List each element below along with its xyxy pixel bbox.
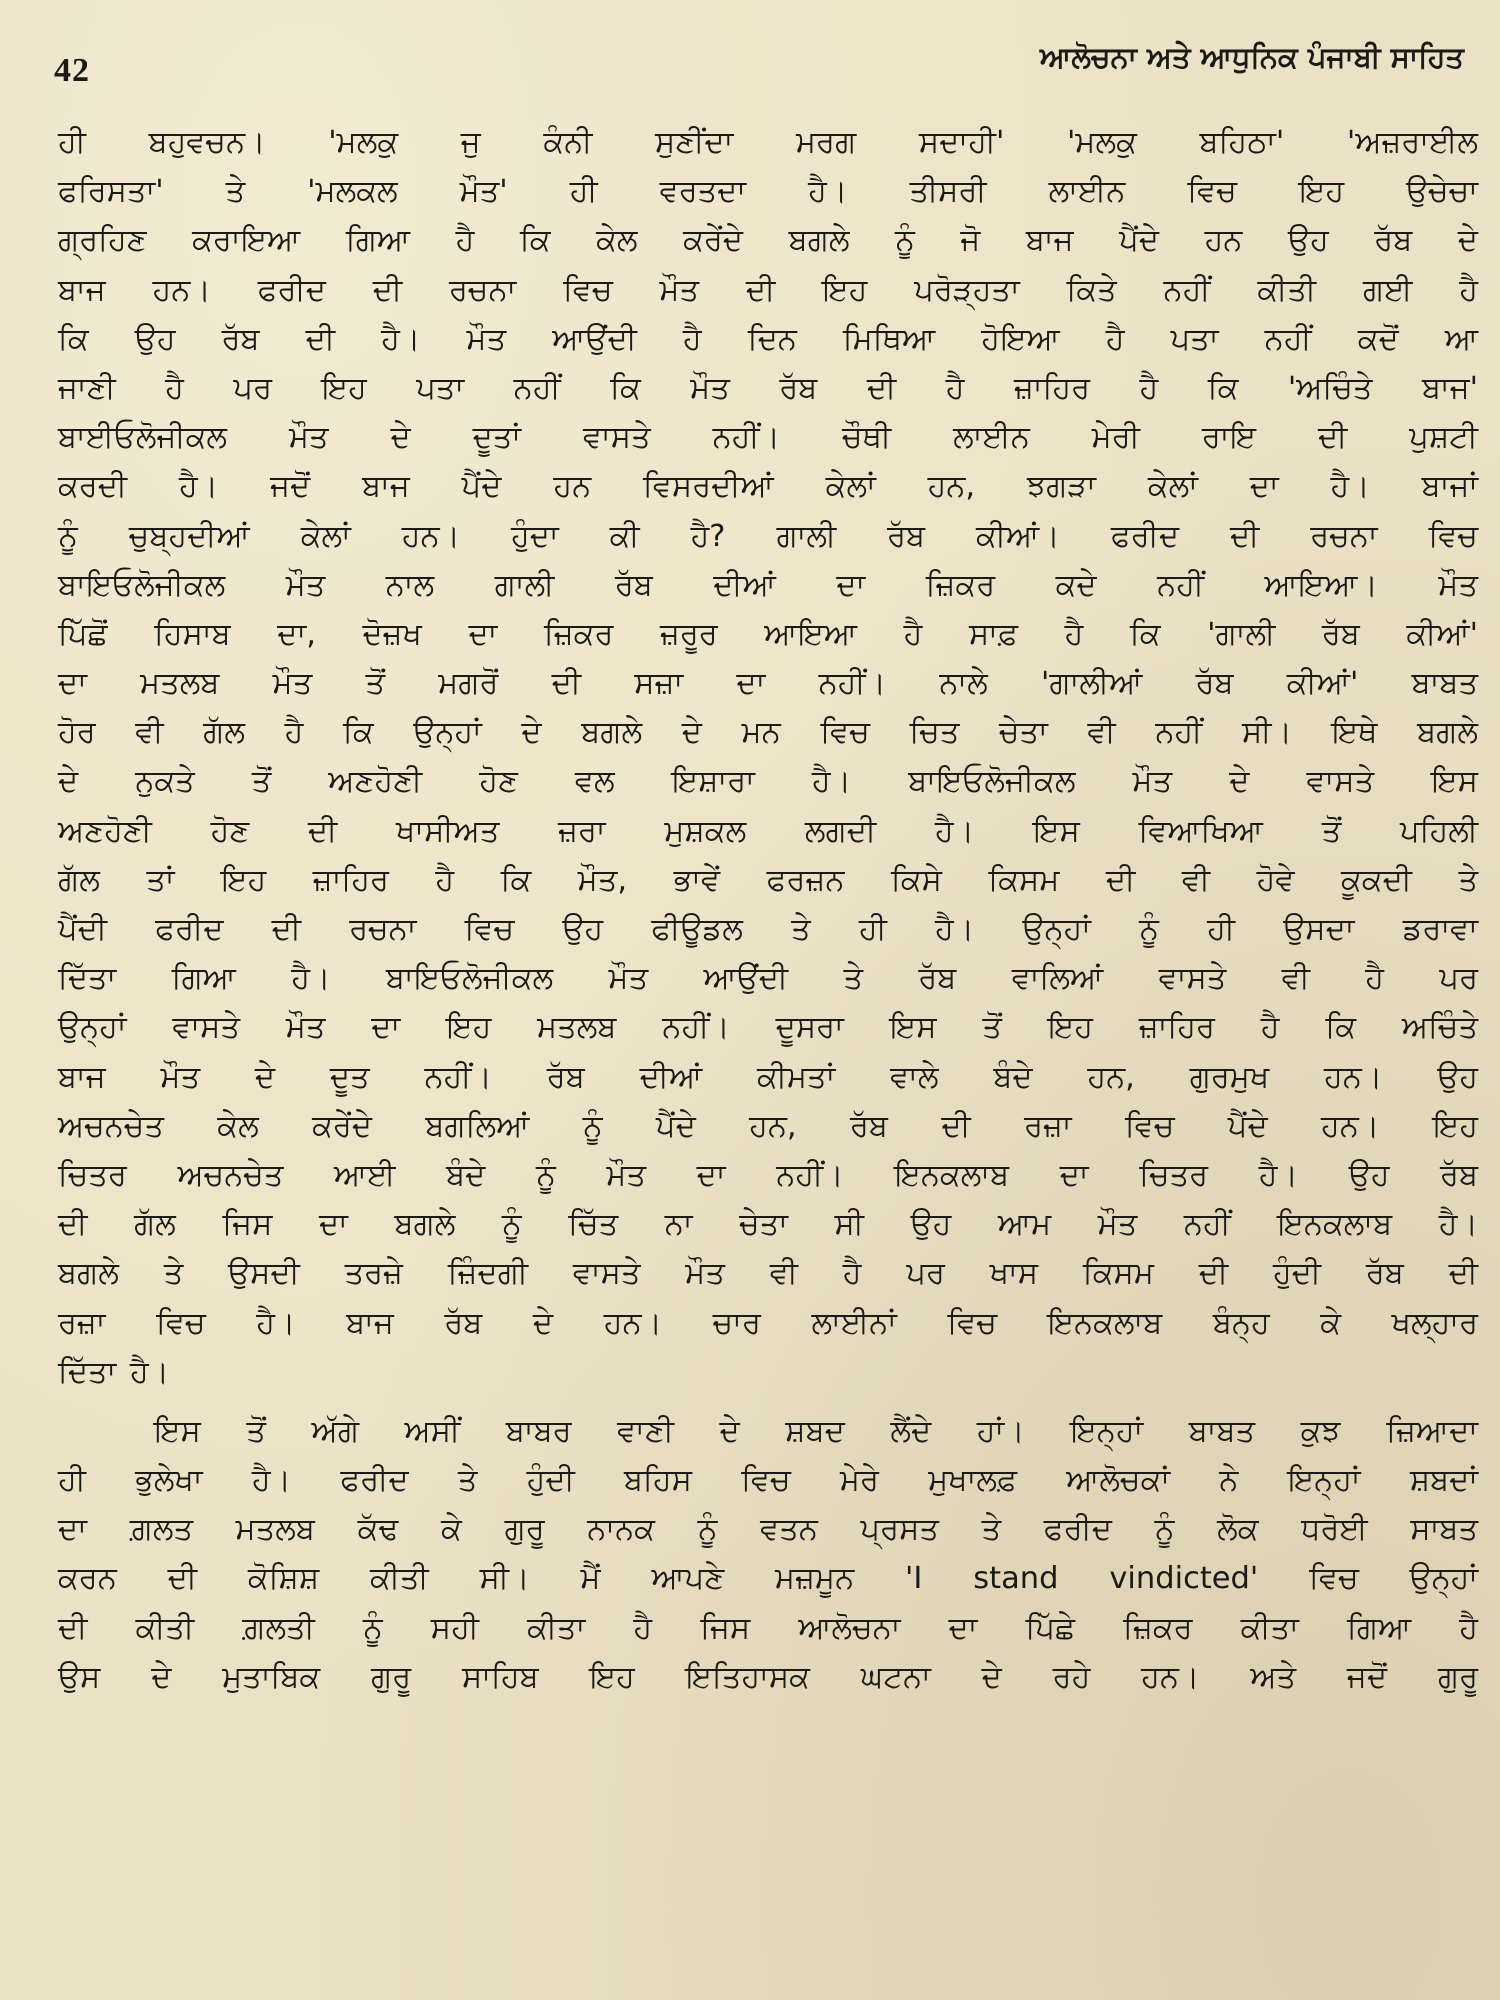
text-line: ਚਿਤਰ ਅਚਨਚੇਤ ਆਈ ਬੰਦੇ ਨੂੰ ਮੌਤ ਦਾ ਨਹੀਂ। ਇਨਕਲਾਬ ਦਾ ਚਿਤਰ ਹੈ। ਉਹ ਰੱਬ (58, 1157, 1478, 1193)
text-line: ਦਾ ਗ਼ਲਤ ਮਤਲਬ ਕੱਢ ਕੇ ਗੁਰੂ ਨਾਨਕ ਨੂੰ ਵਤਨ ਪ੍ਰਸਤ ਤੇ ਫਰੀਦ ਨੂੰ ਲੋਕ ਧਰੋਈ ਸਾਬਤ (58, 1512, 1478, 1548)
text-line: ਉਸ ਦੇ ਮੁਤਾਬਿਕ ਗੁਰੂ ਸਾਹਿਬ ਇਹ ਇਤਿਹਾਸਕ ਘਟਨਾ ਦੇ ਰਹੇ ਹਨ। ਅਤੇ ਜਦੋਂ ਗੁਰੂ (58, 1659, 1478, 1695)
text-line: ਗ੍ਰਹਿਣ ਕਰਾਇਆ ਗਿਆ ਹੈ ਕਿ ਕੇਲ ਕਰੇਂਦੇ ਬਗਲੇ ਨੂੰ ਜੋ ਬਾਜ ਪੈਂਦੇ ਹਨ ਉਹ ਰੱਬ ਦੇ (58, 223, 1478, 259)
text-line: ਇਸ ਤੋਂ ਅੱਗੇ ਅਸੀਂ ਬਾਬਰ ਵਾਣੀ ਦੇ ਸ਼ਬਦ ਲੈਂਦੇ ਹਾਂ। ਇਨ੍ਹਾਂ ਬਾਬਤ ਕੁਝ ਜ਼ਿਆਦਾ (154, 1413, 1478, 1449)
body-text (58, 118, 1478, 1702)
text-line: ਹੀ ਭੁਲੇਖਾ ਹੈ। ਫਰੀਦ ਤੇ ਹੁੰਦੀ ਬਹਿਸ ਵਿਚ ਮੇਰੇ ਮੁਖਾਲਫ਼ ਆਲੋਚਕਾਂ ਨੇ ਇਨ੍ਹਾਂ ਸ਼ਬਦਾਂ (58, 1463, 1478, 1499)
paragraph-1 (58, 118, 1478, 1397)
text-line: ਪੈਂਦੀ ਫਰੀਦ ਦੀ ਰਚਨਾ ਵਿਚ ਉਹ ਫੀਊਡਲ ਤੇ ਹੀ ਹੈ। ਉਨ੍ਹਾਂ ਨੂੰ ਹੀ ਉਸਦਾ ਡਰਾਵਾ (58, 912, 1478, 947)
text-line: ਫਰਿਸਤਾ' ਤੇ 'ਮਲਕਲ ਮੌਤ' ਹੀ ਵਰਤਦਾ ਹੈ। ਤੀਸਰੀ ਲਾਈਨ ਵਿਚ ਇਹ ਉਚੇਚਾ (58, 174, 1478, 210)
paragraph-2 (58, 1407, 1478, 1702)
text-line: ਬਾਇਓਲੋਜੀਕਲ ਮੌਤ ਨਾਲ ਗਾਲੀ ਰੱਬ ਦੀਆਂ ਦਾ ਜ਼ਿਕਰ ਕਦੇ ਨਹੀਂ ਆਇਆ। ਮੌਤ (58, 567, 1478, 603)
text-line: ਗੱਲ ਤਾਂ ਇਹ ਜ਼ਾਹਿਰ ਹੈ ਕਿ ਮੌਤ, ਭਾਵੇਂ ਫਰਜ਼ਨ ਕਿਸੇ ਕਿਸਮ ਦੀ ਵੀ ਹੋਵੇ ਕੂਕਦੀ ਤੇ (58, 862, 1478, 898)
text-line: ਰਜ਼ਾ ਵਿਚ ਹੈ। ਬਾਜ ਰੱਬ ਦੇ ਹਨ। ਚਾਰ ਲਾਈਨਾਂ ਵਿਚ ਇਨਕਲਾਬ ਬੰਨ੍ਹ ਕੇ ਖਲ੍ਹਾਰ (58, 1305, 1478, 1341)
text-line: ਕਰਦੀ ਹੈ। ਜਦੋਂ ਬਾਜ ਪੈਂਦੇ ਹਨ ਵਿਸਰਦੀਆਂ ਕੇਲਾਂ ਹਨ, ਝਗੜਾ ਕੇਲਾਂ ਦਾ ਹੈ। ਬਾਜਾਂ (58, 469, 1478, 505)
running-title: ਆਲੋਚਨਾ ਅਤੇ ਆਧੁਨਿਕ ਪੰਜਾਬੀ ਸਾਹਿਤ (1039, 40, 1464, 74)
text-line: ਦੇ ਨੁਕਤੇ ਤੋਂ ਅਣਹੋਣੀ ਹੋਣ ਵਲ ਇਸ਼ਾਰਾ ਹੈ। ਬਾਇਓਲੋਜੀਕਲ ਮੌਤ ਦੇ ਵਾਸਤੇ ਇਸ (58, 764, 1478, 800)
paragraph-gap (58, 1397, 1478, 1407)
text-line: ਦਾ ਮਤਲਬ ਮੌਤ ਤੋਂ ਮਗਰੋਂ ਦੀ ਸਜ਼ਾ ਦਾ ਨਹੀਂ। ਨਾਲੇ 'ਗਾਲੀਆਂ ਰੱਬ ਕੀਆਂ' ਬਾਬਤ (58, 666, 1478, 702)
text-line: ਕਿ ਉਹ ਰੱਬ ਦੀ ਹੈ। ਮੌਤ ਆਉਂਦੀ ਹੈ ਦਿਨ ਮਿਥਿਆ ਹੋਇਆ ਹੈ ਪਤਾ ਨਹੀਂ ਕਦੋਂ ਆ (58, 321, 1478, 357)
text-line: ਦਿੱਤਾ ਗਿਆ ਹੈ। ਬਾਇਓਲੋਜੀਕਲ ਮੌਤ ਆਉਂਦੀ ਤੇ ਰੱਬ ਵਾਲਿਆਂ ਵਾਸਤੇ ਵੀ ਹੈ ਪਰ (58, 961, 1478, 997)
text-line: ਅਚਨਚੇਤ ਕੇਲ ਕਰੇਂਦੇ ਬਗਲਿਆਂ ਨੂੰ ਪੈਂਦੇ ਹਨ, ਰੱਬ ਦੀ ਰਜ਼ਾ ਵਿਚ ਪੈਂਦੇ ਹਨ। ਇਹ (58, 1108, 1478, 1144)
text-line: ਦਿੱਤਾ ਹੈ। (58, 1354, 170, 1390)
text-line: ਅਣਹੋਣੀ ਹੋਣ ਦੀ ਖਾਸੀਅਤ ਜ਼ਰਾ ਮੁਸ਼ਕਲ ਲਗਦੀ ਹੈ। ਇਸ ਵਿਆਖਿਆ ਤੋਂ ਪਹਿਲੀ (58, 813, 1478, 849)
text-line: ਨੂੰ ਚੁਬ੍ਹਦੀਆਂ ਕੇਲਾਂ ਹਨ। ਹੁੰਦਾ ਕੀ ਹੈ? ਗਾਲੀ ਰੱਬ ਕੀਆਂ। ਫਰੀਦ ਦੀ ਰਚਨਾ ਵਿਚ (58, 518, 1478, 554)
text-line: ਪਿੱਛੋਂ ਹਿਸਾਬ ਦਾ, ਦੋਜ਼ਖ ਦਾ ਜ਼ਿਕਰ ਜ਼ਰੂਰ ਆਇਆ ਹੈ ਸਾਫ਼ ਹੈ ਕਿ 'ਗਾਲੀ ਰੱਬ ਕੀਆਂ' (58, 616, 1478, 652)
text-line: ਦੀ ਕੀਤੀ ਗ਼ਲਤੀ ਨੂੰ ਸਹੀ ਕੀਤਾ ਹੈ ਜਿਸ ਆਲੋਚਨਾ ਦਾ ਪਿੱਛੇ ਜ਼ਿਕਰ ਕੀਤਾ ਗਿਆ ਹੈ (58, 1610, 1478, 1646)
text-line: ਹੋਰ ਵੀ ਗੱਲ ਹੈ ਕਿ ਉਨ੍ਹਾਂ ਦੇ ਬਗਲੇ ਦੇ ਮਨ ਵਿਚ ਚਿਤ ਚੇਤਾ ਵੀ ਨਹੀਂ ਸੀ। ਇਥੇ ਬਗਲੇ (58, 715, 1478, 751)
page-number: 42 (54, 52, 90, 89)
text-line: ਹੀ ਬਹੁਵਚਨ। 'ਮਲਕੁ ਜੁ ਕੰਨੀ ਸੁਣੀਂਦਾ ਮਰਗ ਸਦਾਹੀ' 'ਮਲਕੁ ਬਹਿਠਾ' 'ਅਜ਼ਰਾਈਲ (58, 125, 1478, 160)
text-line: ਬਾਜ ਮੌਤ ਦੇ ਦੂਤ ਨਹੀਂ। ਰੱਬ ਦੀਆਂ ਕੀਮਤਾਂ ਵਾਲੇ ਬੰਦੇ ਹਨ, ਗੁਰਮੁਖ ਹਨ। ਉਹ (58, 1059, 1478, 1095)
text-line: ਉਨ੍ਹਾਂ ਵਾਸਤੇ ਮੌਤ ਦਾ ਇਹ ਮਤਲਬ ਨਹੀਂ। ਦੂਸਰਾ ਇਸ ਤੋਂ ਇਹ ਜ਼ਾਹਿਰ ਹੈ ਕਿ ਅਚਿੰਤੇ (58, 1010, 1478, 1046)
text-line: ਬਗਲੇ ਤੇ ਉਸਦੀ ਤਰਜ਼ੇ ਜ਼ਿੰਦਗੀ ਵਾਸਤੇ ਮੌਤ ਵੀ ਹੈ ਪਰ ਖਾਸ ਕਿਸਮ ਦੀ ਹੁੰਦੀ ਰੱਬ ਦੀ (58, 1256, 1478, 1292)
text-line: ਕਰਨ ਦੀ ਕੋਸ਼ਿਸ਼ ਕੀਤੀ ਸੀ। ਮੈਂ ਆਪਣੇ ਮਜ਼ਮੂਨ 'I stand vindicted' ਵਿਚ ਉਨ੍ਹਾਂ (58, 1561, 1478, 1597)
text-line: ਬਾਈਓਲੋਜੀਕਲ ਮੌਤ ਦੇ ਦੂਤਾਂ ਵਾਸਤੇ ਨਹੀਂ। ਚੌਥੀ ਲਾਈਨ ਮੇਰੀ ਰਾਇ ਦੀ ਪੁਸ਼ਟੀ (58, 420, 1478, 456)
text-line: ਜਾਣੀ ਹੈ ਪਰ ਇਹ ਪਤਾ ਨਹੀਂ ਕਿ ਮੌਤ ਰੱਬ ਦੀ ਹੈ ਜ਼ਾਹਿਰ ਹੈ ਕਿ 'ਅਚਿੰਤੇ ਬਾਜ' (58, 370, 1478, 406)
text-line: ਦੀ ਗੱਲ ਜਿਸ ਦਾ ਬਗਲੇ ਨੂੰ ਚਿੱਤ ਨਾ ਚੇਤਾ ਸੀ ਉਹ ਆਮ ਮੌਤ ਨਹੀਂ ਇਨਕਲਾਬ ਹੈ। (58, 1207, 1478, 1243)
text-line: ਬਾਜ ਹਨ। ਫਰੀਦ ਦੀ ਰਚਨਾ ਵਿਚ ਮੌਤ ਦੀ ਇਹ ਪਰੋੜ੍ਹਤਾ ਕਿਤੇ ਨਹੀਂ ਕੀਤੀ ਗਈ ਹੈ (58, 272, 1478, 308)
